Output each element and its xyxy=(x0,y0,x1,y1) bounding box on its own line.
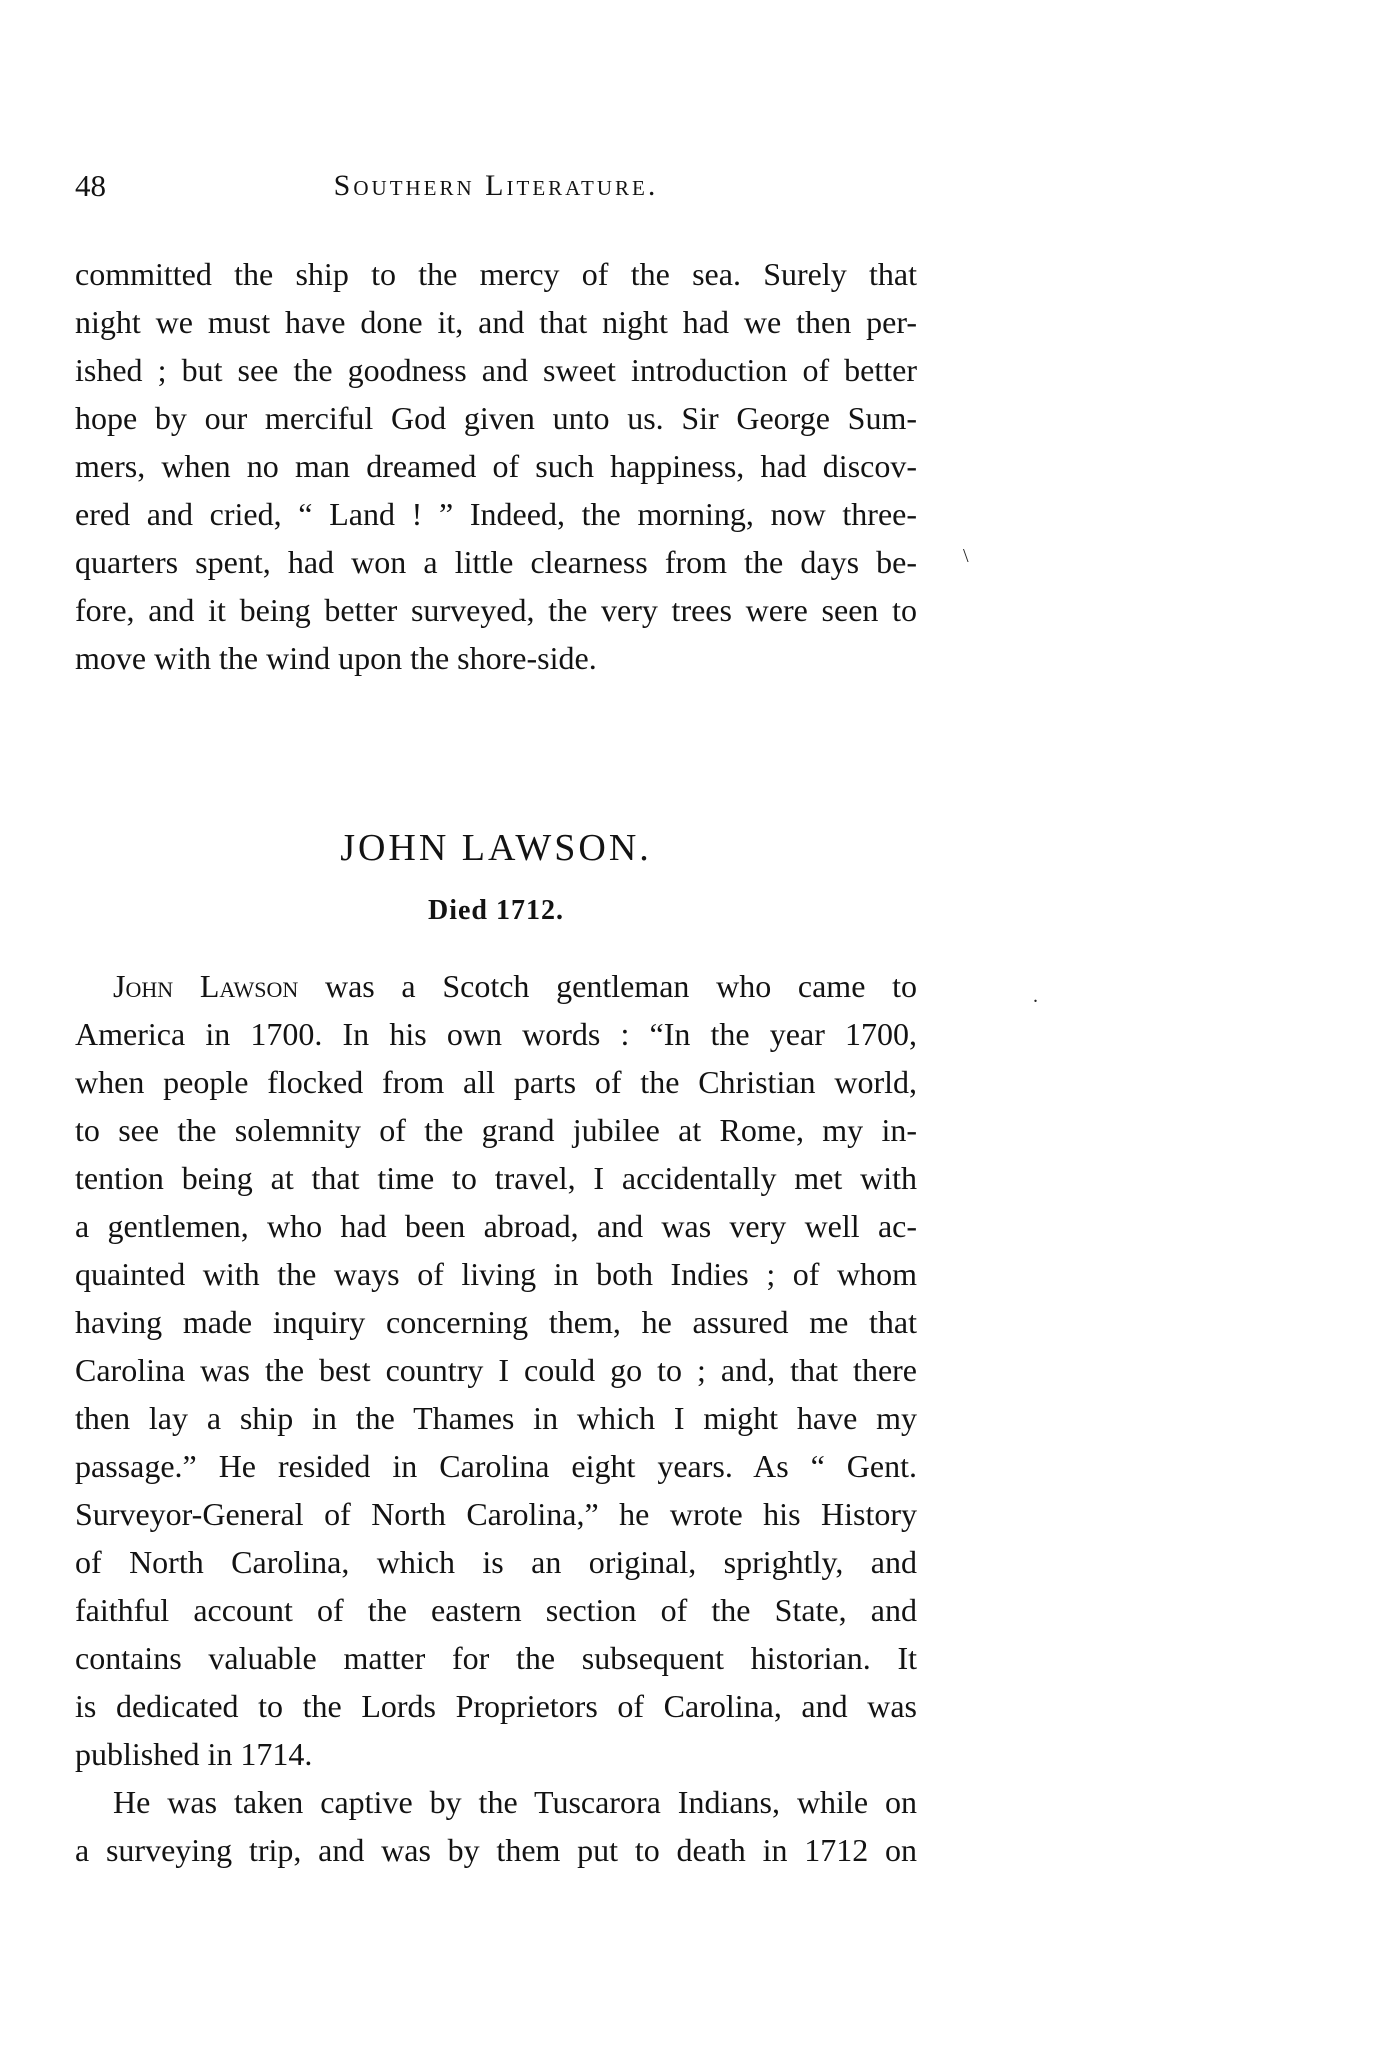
text-line: America in 1700. In his own words : “In the year 1700, xyxy=(75,1016,917,1052)
text-line: hope by our merciful God given unto us. Sir George Sum- xyxy=(75,400,917,436)
text-line: when people flocked from all parts of the Christian world, xyxy=(75,1064,917,1100)
text-line: quarters spent, had won a little clearness from the days be- xyxy=(75,544,917,580)
paragraph-capture xyxy=(75,1778,917,1874)
text-line: faithful account of the eastern section of the State, and xyxy=(75,1592,917,1628)
text-line: quainted with the ways of living in both Indies ; of whom xyxy=(75,1256,917,1292)
text-line: published in 1714. xyxy=(75,1736,313,1772)
text-line: then lay a ship in the Thames in which I might have my xyxy=(75,1400,917,1436)
text-line: mers, when no man dreamed of such happiness, had discov- xyxy=(75,448,917,484)
text-line: to see the solemnity of the grand jubilee at Rome, my in- xyxy=(75,1112,917,1148)
text-line-rest: was a Scotch gentleman who came to xyxy=(298,968,917,1004)
scan-artifact: \ xyxy=(963,545,969,567)
text-line: move with the wind upon the shore-side. xyxy=(75,640,597,676)
page-header xyxy=(75,166,917,206)
running-title: Southern Literature. xyxy=(333,169,659,202)
text-line: ered and cried, “ Land ! ” Indeed, the morning, now three- xyxy=(75,496,917,532)
section-title: JOHN LAWSON. xyxy=(340,827,652,869)
paragraph-biography xyxy=(75,962,917,1778)
person-name: John Lawson xyxy=(113,968,299,1004)
text-line: is dedicated to the Lords Proprietors of Carolina, and was xyxy=(75,1688,917,1724)
text-line: tention being at that time to travel, I accidentally met with xyxy=(75,1160,917,1196)
text-line: Carolina was the best country I could go to ; and, that there xyxy=(75,1352,917,1388)
text-line: night we must have done it, and that night had we then per- xyxy=(75,304,917,340)
text-line: committed the ship to the mercy of the sea. Surely that xyxy=(75,256,917,292)
text-line: passage.” He resided in Carolina eight years. As “ Gent. xyxy=(75,1448,917,1484)
text-line: of North Carolina, which is an original, sprightly, and xyxy=(75,1544,917,1580)
scan-artifact: . xyxy=(1033,985,1038,1007)
paragraph-shipwreck xyxy=(75,250,917,682)
text-block xyxy=(75,0,917,1874)
page-number: 48 xyxy=(75,168,106,203)
text-line: ished ; but see the goodness and sweet introduction of better xyxy=(75,352,917,388)
text-line: fore, and it being better surveyed, the very trees were seen to xyxy=(75,592,917,628)
text-line: a gentlemen, who had been abroad, and was very well ac- xyxy=(75,1208,917,1244)
text-line: a surveying trip, and was by them put to death in 1712 on xyxy=(75,1832,917,1868)
text-line xyxy=(75,962,917,1010)
text-line: He was taken captive by the Tuscarora Indians, while on xyxy=(113,1784,917,1820)
text-line: having made inquiry concerning them, he assured me that xyxy=(75,1304,917,1340)
text-line: contains valuable matter for the subsequent historian. It xyxy=(75,1640,917,1676)
section-subtitle: Died 1712. xyxy=(428,895,564,926)
text-line: Surveyor-General of North Carolina,” he wrote his History xyxy=(75,1496,917,1532)
